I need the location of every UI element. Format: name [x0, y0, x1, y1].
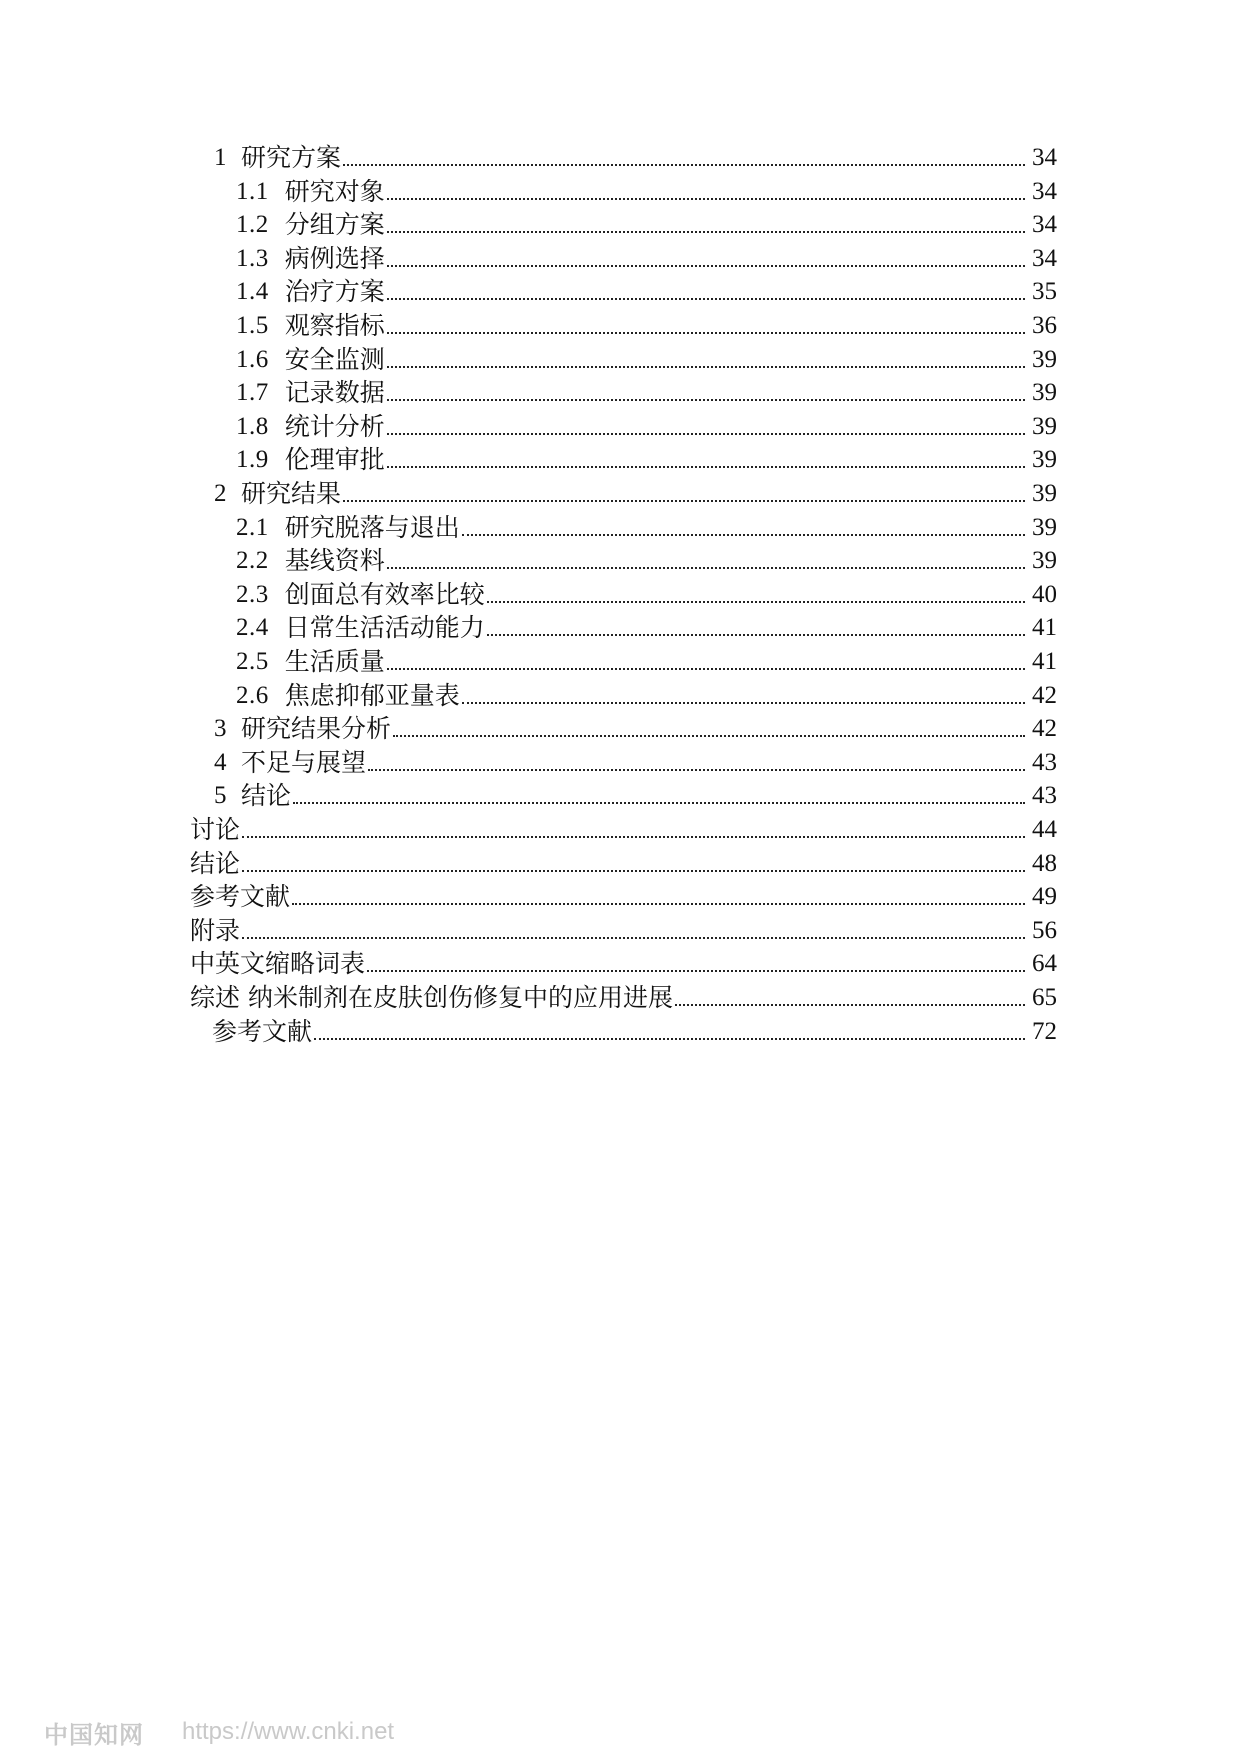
toc-entry[interactable]: [214, 741, 1057, 778]
toc-entry-page-number: 43: [1032, 782, 1057, 810]
toc-entry-number: 1.5: [236, 312, 269, 339]
toc-row: [0, 808, 1240, 845]
toc-entry-title: 不足与展望: [241, 747, 367, 777]
toc-entry-page-number: 36: [1032, 312, 1057, 339]
toc-entry-title: 生活质量: [284, 647, 385, 676]
toc-entry-page-number: 34: [1032, 177, 1057, 205]
toc-entry[interactable]: [236, 674, 1057, 711]
toc-row: [0, 472, 1240, 509]
cnki-watermark: [44, 1717, 394, 1747]
toc-row: [0, 371, 1240, 408]
toc-row: [0, 842, 1240, 879]
toc-row: [0, 237, 1240, 274]
toc-entry-page-number: 39: [1032, 412, 1057, 440]
toc-dot-leader: [242, 937, 1025, 939]
toc-entry[interactable]: [214, 707, 1057, 744]
toc-entry[interactable]: [236, 237, 1057, 274]
toc-entry[interactable]: [190, 942, 1057, 979]
toc-entry-number: 1.4: [236, 278, 269, 306]
toc-dot-leader: [314, 1038, 1025, 1040]
toc-entry-page-number: 40: [1032, 580, 1057, 608]
toc-dot-leader: [387, 198, 1025, 200]
toc-dot-leader: [368, 769, 1025, 771]
toc-row: [0, 170, 1240, 207]
toc-row: [0, 1010, 1240, 1047]
toc-dot-leader: [487, 601, 1025, 603]
toc-row: [0, 573, 1240, 610]
toc-entry-page-number: 64: [1032, 950, 1057, 978]
toc-row: [0, 640, 1240, 677]
toc-entry-number: 1.6: [236, 345, 269, 373]
toc-row: [0, 539, 1240, 576]
toc-entry[interactable]: [190, 842, 1057, 879]
toc-entry-title: 焦虑抑郁亚量表: [284, 680, 460, 710]
toc-dot-leader: [242, 870, 1025, 872]
toc-dot-leader: [462, 534, 1025, 536]
toc-entry-title: 基线资料: [284, 546, 385, 576]
toc-entry[interactable]: [236, 270, 1057, 307]
toc-row: [0, 203, 1240, 240]
watermark-logo: 中国知网: [44, 1720, 144, 1749]
toc-entry-number: 2: [214, 480, 227, 507]
toc-entry-number: 2.5: [236, 648, 269, 675]
toc-entry-page-number: 39: [1032, 513, 1057, 541]
toc-row: [0, 506, 1240, 543]
toc-entry-title: 结论: [241, 781, 292, 811]
toc-row: [0, 942, 1240, 979]
toc-entry-title: 研究方案: [241, 143, 342, 172]
toc-entry-page-number: 34: [1032, 244, 1057, 272]
toc-entry-page-number: 39: [1032, 547, 1057, 575]
toc-entry-title: 结论: [190, 848, 241, 878]
toc-entry[interactable]: [214, 136, 1057, 173]
toc-dot-leader: [387, 298, 1025, 300]
toc-entry-title: 附录: [190, 915, 241, 945]
toc-row: [0, 438, 1240, 475]
toc-entry[interactable]: [236, 606, 1057, 643]
toc-dot-leader: [387, 265, 1025, 267]
toc-dot-leader: [343, 164, 1025, 166]
toc-entry-number: 3: [214, 715, 227, 743]
toc-entry-number: 1.8: [236, 412, 269, 440]
toc-entry-page-number: 39: [1032, 446, 1057, 474]
toc-entry-title: 分组方案: [284, 210, 385, 240]
toc-dot-leader: [293, 802, 1025, 804]
toc-dot-leader: [367, 970, 1025, 972]
toc-row: [0, 136, 1240, 173]
toc-entry-title: 安全监测: [284, 344, 385, 374]
toc-entry[interactable]: [236, 304, 1057, 341]
toc-dot-leader: [393, 735, 1025, 737]
toc-dot-leader: [387, 433, 1025, 435]
toc-dot-leader: [242, 836, 1025, 838]
toc-entry-number: 2.2: [236, 547, 269, 575]
toc-entry-title: 讨论: [190, 815, 241, 844]
toc-entry-page-number: 72: [1032, 1017, 1057, 1045]
toc-entry-title: 统计分析: [284, 411, 385, 441]
toc-entry-title: 创面总有效率比较: [284, 579, 485, 609]
toc-entry[interactable]: [236, 506, 1057, 543]
toc-entry-number: 2.3: [236, 580, 269, 608]
toc-entry-page-number: 56: [1032, 916, 1057, 944]
toc-entry-page-number: 39: [1032, 480, 1057, 507]
toc-dot-leader: [387, 231, 1025, 233]
toc-entry-page-number: 48: [1032, 849, 1057, 877]
toc-dot-leader: [675, 1004, 1025, 1006]
toc-dot-leader: [387, 567, 1025, 569]
toc-entry-page-number: 44: [1032, 816, 1057, 843]
toc-row: [0, 338, 1240, 375]
toc-dot-leader: [462, 702, 1025, 704]
toc-entry-title: 参考文献: [212, 1016, 313, 1046]
toc-entry-page-number: 41: [1032, 648, 1057, 675]
toc-entry[interactable]: [214, 472, 1057, 509]
toc-entry-page-number: 65: [1032, 984, 1057, 1011]
toc-row: [0, 875, 1240, 912]
toc-row: [0, 405, 1240, 442]
toc-entry[interactable]: [236, 338, 1057, 375]
toc-dot-leader: [292, 903, 1025, 905]
watermark-url: https://www.cnki.net: [182, 1718, 395, 1745]
toc-entry-title: 治疗方案: [284, 277, 385, 307]
toc-entry-title: 日常生活活动能力: [284, 613, 485, 643]
toc-dot-leader: [487, 634, 1025, 636]
toc-entry[interactable]: [236, 203, 1057, 240]
toc-entry-title: 记录数据: [284, 378, 385, 408]
toc-entry-title: 病例选择: [284, 243, 385, 273]
toc-entry-page-number: 39: [1032, 379, 1057, 407]
toc-entry[interactable]: [190, 808, 1057, 845]
toc-entry-page-number: 42: [1032, 715, 1057, 743]
toc-entry-page-number: 39: [1032, 345, 1057, 373]
toc-entry-title: 综述 纳米制剂在皮肤创伤修复中的应用进展: [190, 983, 673, 1012]
toc-entry-title: 观察指标: [284, 311, 385, 340]
toc-dot-leader: [343, 500, 1025, 502]
toc-entry-number: 1: [214, 144, 227, 171]
toc-entry[interactable]: [190, 976, 1057, 1013]
toc-entry-page-number: 34: [1032, 211, 1057, 239]
toc-entry[interactable]: [236, 539, 1057, 576]
toc-entry-title: 参考文献: [190, 882, 291, 912]
toc-entry-number: 1.2: [236, 211, 269, 239]
toc-entry[interactable]: [236, 573, 1057, 610]
toc-entry-title: 研究脱落与退出: [284, 512, 460, 542]
toc-entry[interactable]: [236, 371, 1057, 408]
toc-entry-page-number: 49: [1032, 883, 1057, 911]
toc-entry-page-number: 43: [1032, 748, 1057, 776]
toc-entry-number: 1.9: [236, 446, 269, 474]
toc-entry-title: 中英文缩略词表: [190, 949, 366, 979]
toc-entry-title: 伦理审批: [284, 445, 385, 475]
toc-entry-title: 研究对象: [284, 176, 385, 206]
toc-dot-leader: [387, 399, 1025, 401]
toc-row: [0, 707, 1240, 744]
toc-entry-number: 2.4: [236, 614, 269, 642]
toc-entry-page-number: 34: [1032, 144, 1057, 171]
toc-entry-page-number: 42: [1032, 681, 1057, 709]
toc-entry-number: 2.1: [236, 513, 269, 541]
toc-row: [0, 304, 1240, 341]
toc-entry-title: 研究结果分析: [241, 714, 392, 744]
toc-entry-number: 1.1: [236, 177, 269, 205]
toc-row: [0, 976, 1240, 1013]
toc-entry-title: 研究结果: [241, 479, 342, 508]
toc-entry-number: 2.6: [236, 681, 269, 709]
toc-entry-page-number: 35: [1032, 278, 1057, 306]
toc-dot-leader: [387, 332, 1025, 334]
toc-row: [0, 270, 1240, 307]
toc-entry[interactable]: [236, 640, 1057, 677]
toc-row: [0, 909, 1240, 946]
toc-dot-leader: [387, 668, 1025, 670]
toc-entry[interactable]: [190, 875, 1057, 912]
toc-entry-page-number: 41: [1032, 614, 1057, 642]
toc-row: [0, 741, 1240, 778]
toc-dot-leader: [387, 366, 1025, 368]
toc-entry[interactable]: [190, 909, 1057, 946]
toc-entry[interactable]: [212, 1010, 1057, 1047]
toc-row: [0, 774, 1240, 811]
toc-row: [0, 674, 1240, 711]
toc-entry[interactable]: [236, 170, 1057, 207]
toc-entry-number: 1.3: [236, 244, 269, 272]
toc-entry-number: 1.7: [236, 379, 269, 407]
toc-row: [0, 606, 1240, 643]
toc-entry[interactable]: [236, 405, 1057, 442]
toc-entry-number: 5: [214, 782, 227, 810]
toc-dot-leader: [387, 466, 1025, 468]
toc-entry[interactable]: [236, 438, 1057, 475]
toc-entry[interactable]: [214, 774, 1057, 811]
toc-entry-number: 4: [214, 748, 227, 776]
